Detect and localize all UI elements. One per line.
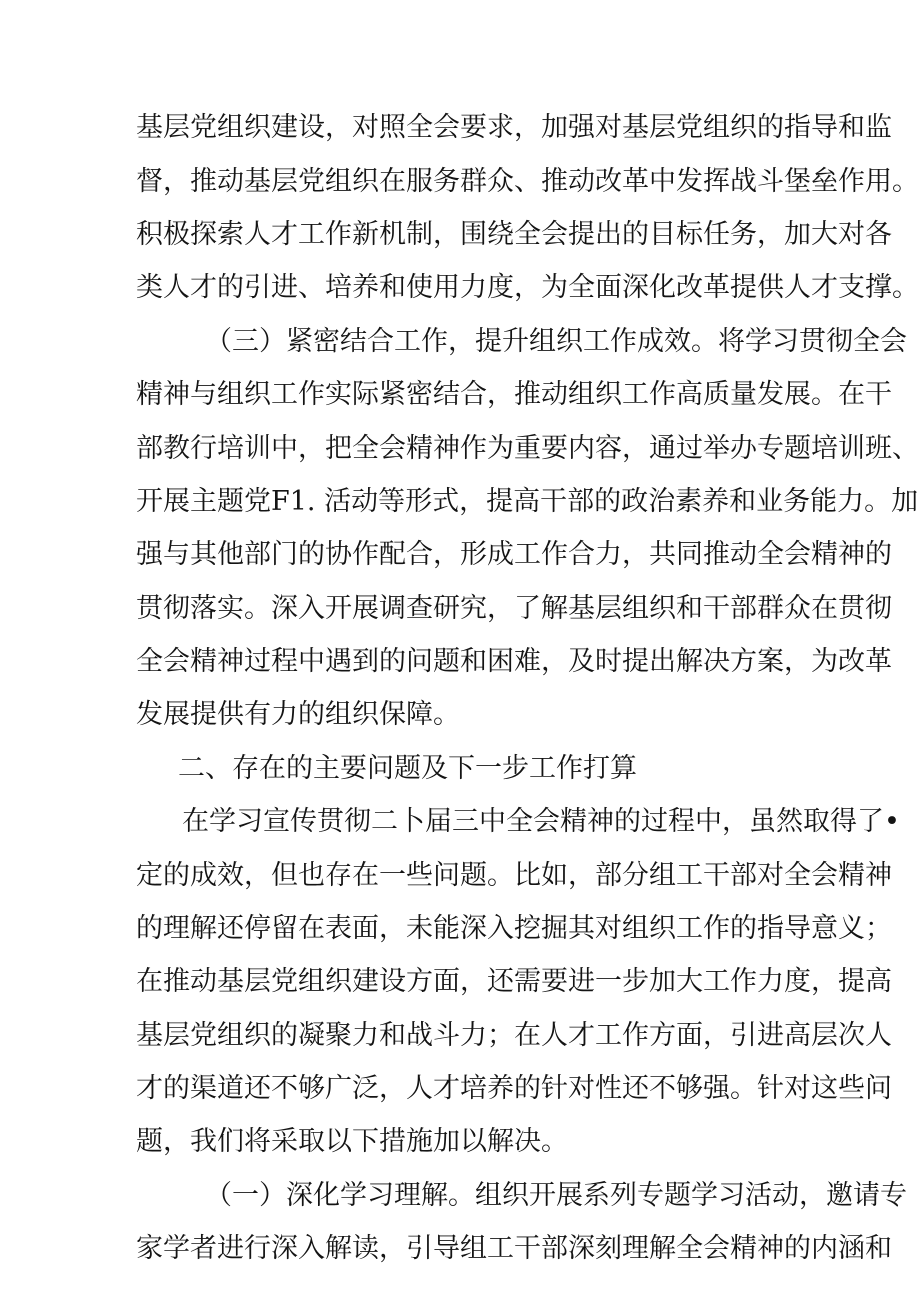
paragraph-line: 定的成效，但也存在一些问题。比如，部分组工干部对全会精神 [136,860,892,891]
paragraph-line: 开展主题党F1. 活动等形式，提高干部的政治素养和业务能力。加 [136,486,919,517]
paragraph-line: 基层党组织的凝聚力和战斗力；在人才工作方面，引进高层次人 [136,1020,892,1051]
paragraph-line: 贯彻落实。深入开展调查研究，了解基层组织和干部群众在贯彻 [136,593,892,624]
paragraph-line: 题，我们将采取以下措施加以解决。 [136,1126,568,1157]
paragraph-line: 精神与组织工作实际紧密结合，推动组织工作高质量发展。在干 [136,379,892,410]
paragraph-line: 才的渠道还不够广泛，人才培养的针对性还不够强。针对这些问 [136,1073,892,1104]
section-heading-line: （三）紧密结合工作，提升组织工作成效。将学习贯彻全会 [205,326,907,357]
paragraph-line: 类人才的引进、培养和使用力度，为全面深化改革提供人才支撑。 [136,272,919,303]
section-heading-line: （一）深化学习理解。组织开展系列专题学习活动，邀请专 [205,1180,907,1211]
paragraph-line: 强与其他部门的协作配合，形成工作合力，共同推动全会精神的 [136,539,892,570]
paragraph-line: 在学习宣传贯彻二卜届三中全会精神的过程中，虽然取得了• [182,806,900,837]
paragraph-line: 家学者进行深入解读，引导组工干部深刻理解全会精神的内涵和 [136,1233,892,1264]
paragraph-line: 督，推动基层党组织在服务群众、推动改革中发挥战斗堡垒作用。 [136,166,919,197]
paragraph-line: 在推动基层党组织建设方面，还需要进一步加大工作力度，提高 [136,966,892,997]
paragraph-line: 全会精神过程中遇到的问题和困难，及时提出解决方案，为改革 [136,646,892,677]
section-heading-line: 二、存在的主要问题及下一步工作打算 [178,753,637,784]
paragraph-line: 的理解还停留在表面，未能深入挖掘其对组织工作的指导意义； [136,913,892,944]
paragraph-line: 部教行培训中，把全会精神作为重要内容，通过举办专题培训班、 [136,433,919,464]
paragraph-line: 基层党组织建设，对照全会要求，加强对基层党组织的指导和监 [136,112,892,143]
paragraph-line: 积极探索人才工作新机制，围绕全会提出的目标任务，加大对各 [136,219,892,250]
paragraph-line: 发展提供有力的组织保障。 [136,699,460,730]
